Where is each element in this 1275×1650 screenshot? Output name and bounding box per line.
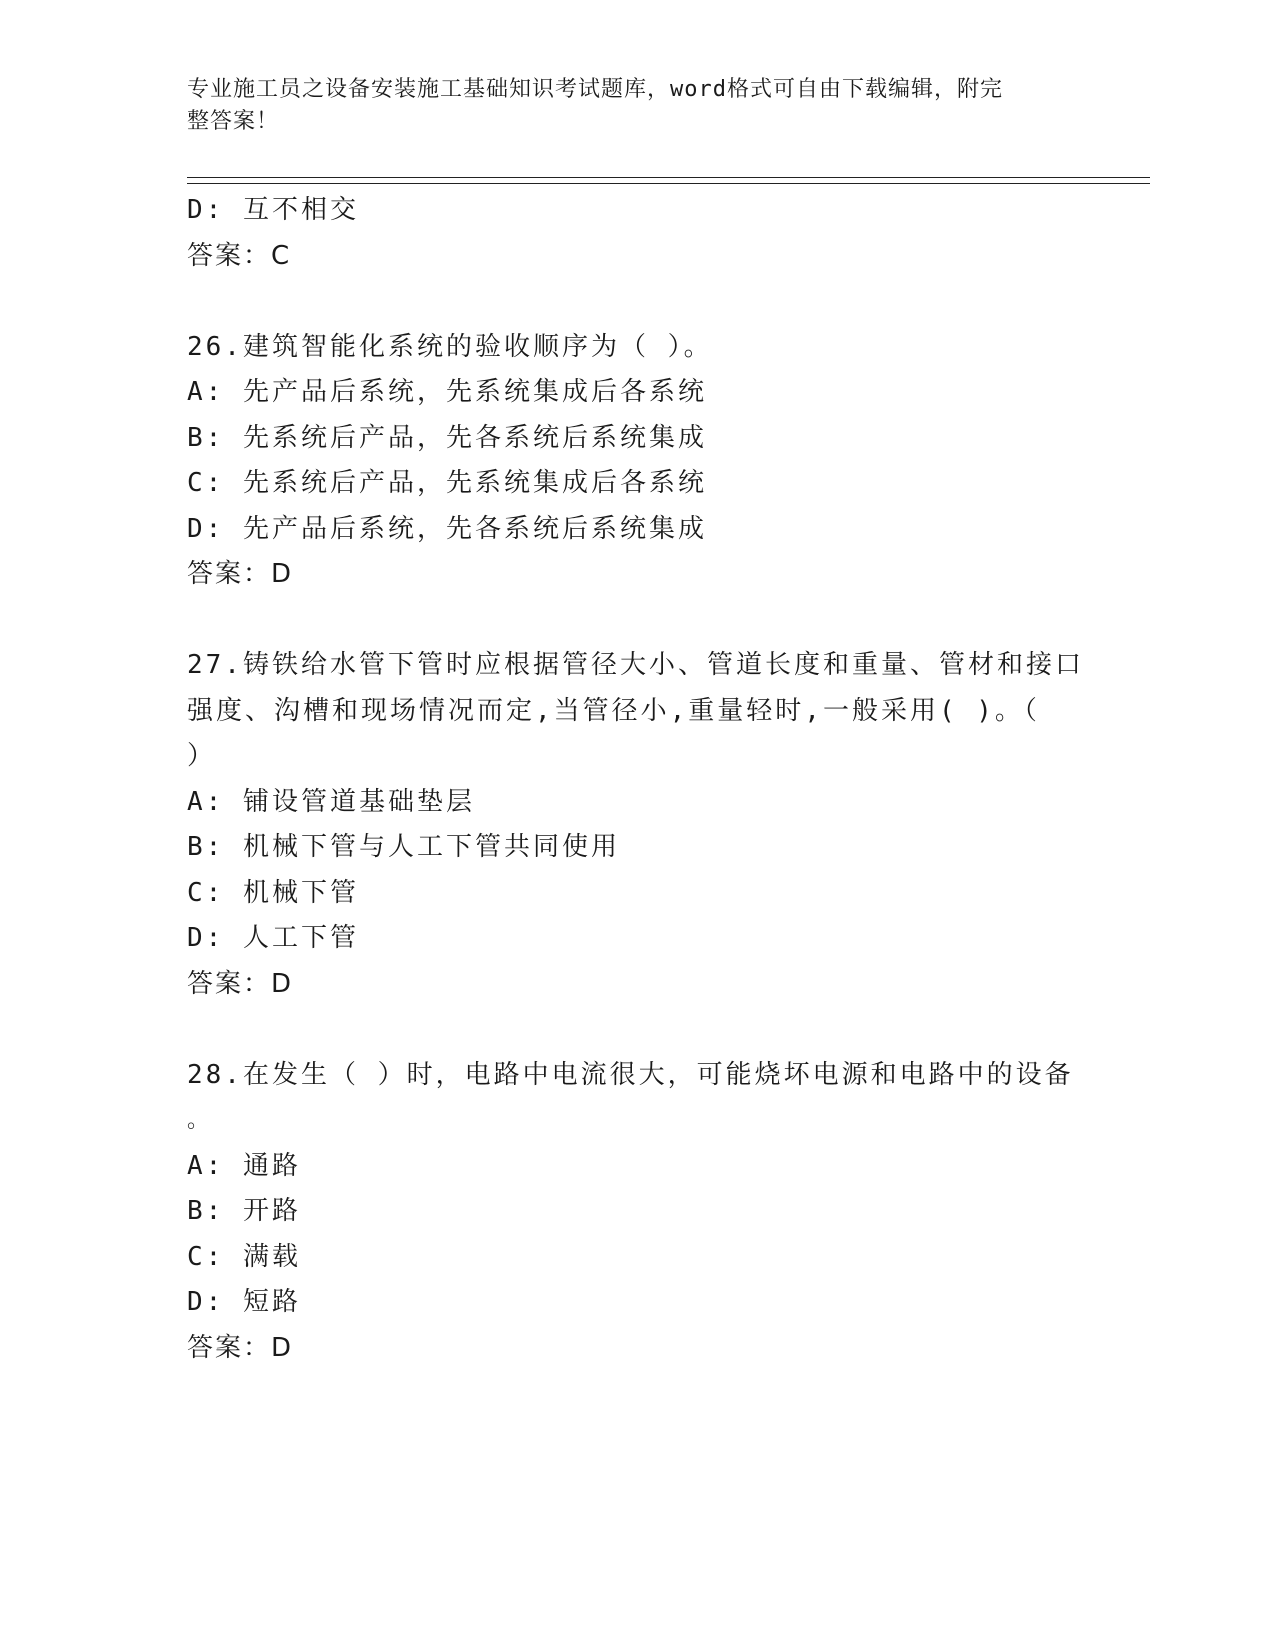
question-stem-cont: 。 (187, 1108, 211, 1133)
answer: 答案：D (187, 968, 294, 999)
question-26 (187, 325, 1087, 598)
question-stem-cont: ） (187, 741, 217, 771)
option-d: D: 人工下管 (187, 923, 359, 953)
option-d: D: 短路 (187, 1287, 301, 1317)
prev-option-d: D: 互不相交 (187, 195, 359, 225)
option-d: D: 先产品后系统，先各系统后系统集成 (187, 513, 707, 544)
option-a: A: 通路 (187, 1150, 301, 1181)
prev-answer: 答案：C (187, 240, 292, 271)
option-a: A: 铺设管道基础垫层 (187, 786, 475, 817)
question-stem: 26.建筑智能化系统的验收顺序为（ ）。 (187, 331, 713, 362)
question-stem: 27.铸铁给水管下管时应根据管径大小、管道长度和重量、管材和接口 (187, 650, 1084, 680)
question-28 (187, 1053, 1087, 1372)
spacer (187, 279, 1087, 325)
option-a: A: 先产品后系统，先系统集成后各系统 (187, 377, 707, 407)
question-stem-cont: 强度、沟槽和现场情况而定,当管径小,重量轻时,一般采用( )。（ (187, 695, 1040, 726)
option-c: C: 机械下管 (187, 877, 359, 908)
option-c: C: 满载 (187, 1241, 301, 1272)
option-b: B: 开路 (187, 1196, 301, 1226)
header-divider (187, 177, 1150, 184)
option-b: B: 机械下管与人工下管共同使用 (187, 832, 620, 862)
answer: 答案：D (187, 1332, 294, 1363)
option-c: C: 先系统后产品，先系统集成后各系统 (187, 468, 707, 498)
document-body (187, 188, 1087, 1371)
answer: 答案：D (187, 559, 294, 589)
spacer (187, 598, 1087, 644)
question-stem: 28.在发生（ ）时，电路中电流很大，可能烧坏电源和电路中的设备 (187, 1059, 1074, 1090)
option-b: B: 先系统后产品，先各系统后系统集成 (187, 422, 707, 453)
spacer (187, 1007, 1087, 1053)
header-line-2: 整答案！ (187, 109, 280, 134)
document-header (187, 74, 1087, 138)
header-line-1: 专业施工员之设备安装施工基础知识考试题库，word格式可自由下载编辑，附完 (187, 77, 1003, 102)
question-27 (187, 643, 1087, 1007)
